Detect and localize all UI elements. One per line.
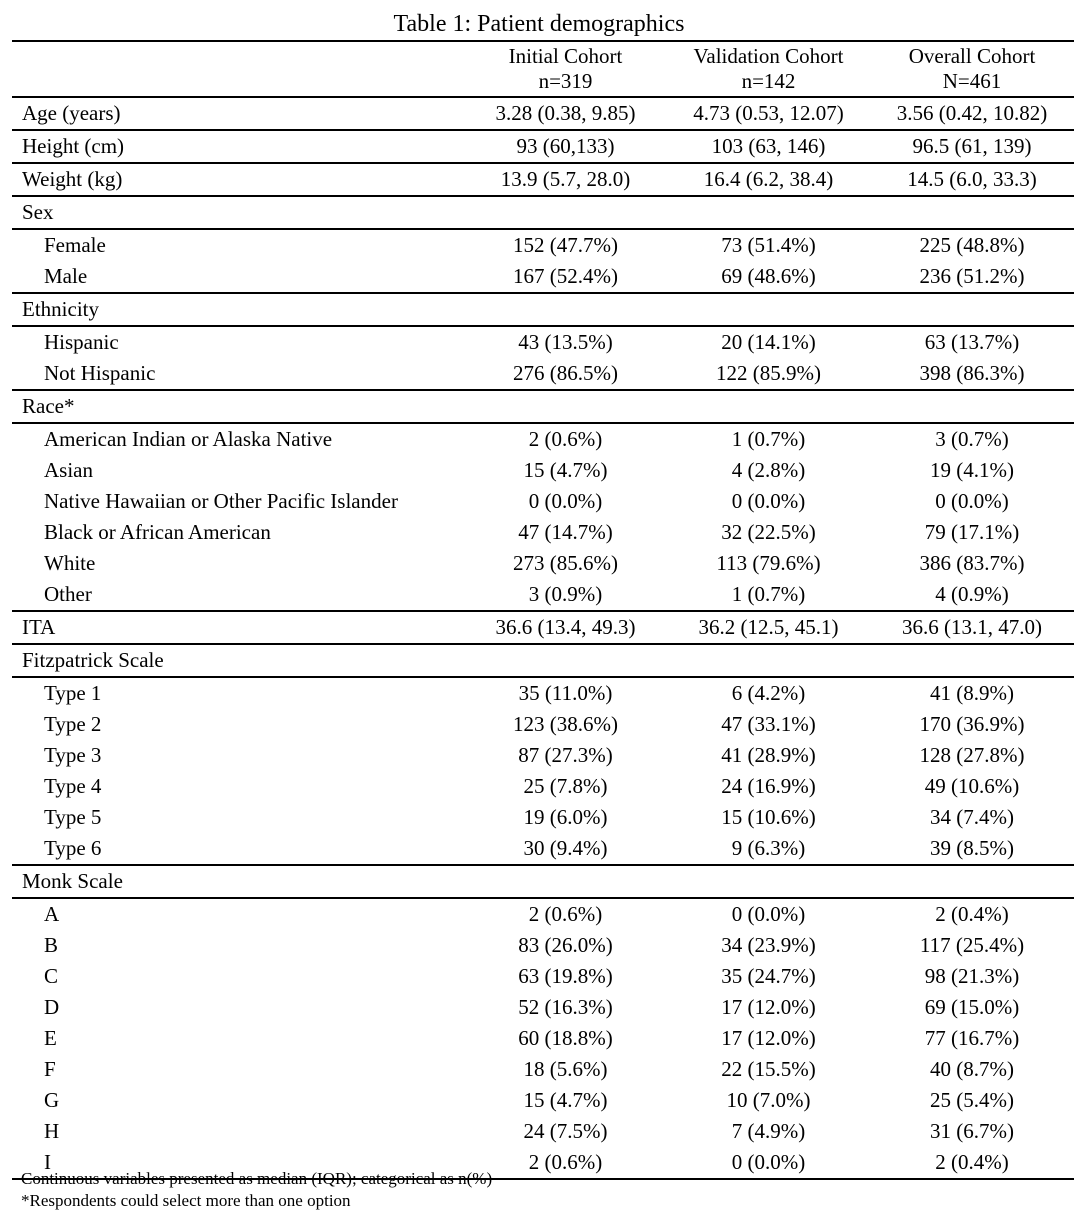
cell-initial: 63 (19.8%): [518, 964, 613, 988]
cell-initial: 43 (13.5%): [518, 330, 613, 354]
cell-validation: 15 (10.6%): [721, 805, 816, 829]
row-label: H: [44, 1119, 60, 1143]
cell-validation: 34 (23.9%): [721, 933, 816, 957]
row-label: Native Hawaiian or Other Pacific Islander: [44, 489, 398, 513]
row-label: ITA: [12, 611, 464, 644]
row-label: Type 2: [44, 712, 102, 736]
row-label: Male: [12, 261, 464, 293]
table-row: [12, 261, 1074, 293]
section-header-sex: [12, 196, 1074, 229]
header-initial-cohort: [464, 41, 667, 97]
cell-validation: 10 (7.0%): [726, 1088, 811, 1112]
column-count: n=142: [741, 69, 796, 93]
cell-validation: 7 (4.9%): [731, 1119, 806, 1143]
table-row: [12, 1116, 1074, 1147]
cell-initial: 2 (0.6%): [528, 902, 603, 926]
cell-initial: 273 (85.6%): [513, 551, 618, 575]
cell-validation: 122 (85.9%): [667, 358, 870, 390]
row-label: Height (cm): [12, 130, 464, 163]
table-row: [12, 486, 1074, 517]
cell-validation: 4.73 (0.53, 12.07): [667, 97, 870, 130]
row-label: Type 3: [44, 743, 102, 767]
section-label: Race*: [12, 390, 1074, 423]
table-row: [12, 771, 1074, 802]
cell-initial: 19 (6.0%): [523, 805, 608, 829]
cell-validation: 16.4 (6.2, 38.4): [667, 163, 870, 196]
table-title: Table 1: Patient demographics: [393, 11, 685, 37]
cell-overall: 77 (16.7%): [924, 1026, 1020, 1050]
cell-validation: 35 (24.7%): [721, 964, 816, 988]
cell-validation: 6 (4.2%): [731, 681, 806, 705]
cell-overall: 4 (0.9%): [870, 579, 1074, 611]
cell-overall: 39 (8.5%): [870, 833, 1074, 865]
table-footnotes: [21, 1168, 492, 1212]
row-label: Other: [12, 579, 464, 611]
row-label: F: [44, 1057, 56, 1081]
cell-validation: 36.2 (12.5, 45.1): [667, 611, 870, 644]
row-label: Weight (kg): [12, 163, 464, 196]
section-label: Sex: [12, 196, 1074, 229]
table-row: [12, 930, 1074, 961]
row-label: B: [44, 933, 59, 957]
cell-initial: 18 (5.6%): [523, 1057, 608, 1081]
cell-overall: 96.5 (61, 139): [870, 130, 1074, 163]
cell-validation: 9 (6.3%): [667, 833, 870, 865]
cell-initial: 35 (11.0%): [518, 681, 613, 705]
cell-initial: 3.28 (0.38, 9.85): [464, 97, 667, 130]
cell-initial: 13.9 (5.7, 28.0): [464, 163, 667, 196]
footnote: *Respondents could select more than one option: [21, 1191, 351, 1210]
row-label: Hispanic: [44, 330, 119, 354]
table-row: [12, 423, 1074, 455]
table-row: [12, 677, 1074, 709]
table-row: [12, 97, 1074, 130]
table-row: [12, 961, 1074, 992]
cell-overall: 398 (86.3%): [870, 358, 1074, 390]
cell-validation: 1 (0.7%): [731, 427, 806, 451]
cell-validation: 41 (28.9%): [721, 743, 816, 767]
cell-validation: 0 (0.0%): [731, 489, 806, 513]
cell-initial: 2 (0.6%): [528, 427, 603, 451]
cell-overall: 2 (0.4%): [935, 902, 1009, 926]
cell-initial: 60 (18.8%): [518, 1026, 613, 1050]
cell-overall: 14.5 (6.0, 33.3): [870, 163, 1074, 196]
section-label: Ethnicity: [12, 293, 1074, 326]
row-label: Black or African American: [44, 520, 271, 544]
cell-overall: 40 (8.7%): [930, 1057, 1014, 1081]
table-row: [12, 163, 1074, 196]
table-row: [12, 548, 1074, 579]
cell-initial: 93 (60,133): [464, 130, 667, 163]
table-row: [12, 1054, 1074, 1085]
table-row: [12, 130, 1074, 163]
cell-overall: 117 (25.4%): [919, 933, 1025, 957]
cell-initial: 24 (7.5%): [523, 1119, 608, 1143]
table-row: [12, 898, 1074, 930]
row-label: D: [44, 995, 60, 1019]
section-header-race: [12, 390, 1074, 423]
table-row: [12, 802, 1074, 833]
cell-overall: 19 (4.1%): [930, 458, 1014, 482]
cell-validation: 32 (22.5%): [721, 520, 816, 544]
cell-overall: 98 (21.3%): [924, 964, 1020, 988]
cell-overall: 170 (36.9%): [919, 712, 1025, 736]
table-row: [12, 358, 1074, 390]
row-label: Type 4: [44, 774, 102, 798]
cell-overall: 3.56 (0.42, 10.82): [870, 97, 1074, 130]
cell-overall: 0 (0.0%): [935, 489, 1009, 513]
header-empty-cell: [12, 41, 464, 97]
cell-initial: 3 (0.9%): [464, 579, 667, 611]
cell-validation: 24 (16.9%): [721, 774, 816, 798]
section-label: Monk Scale: [12, 865, 1074, 898]
table-row: [12, 1023, 1074, 1054]
cell-initial: 52 (16.3%): [518, 995, 613, 1019]
table-row: [12, 611, 1074, 644]
cell-initial: 0 (0.0%): [528, 489, 603, 513]
table-row: [12, 740, 1074, 771]
cell-overall: 31 (6.7%): [930, 1119, 1014, 1143]
cell-overall: 225 (48.8%): [919, 233, 1025, 257]
table-row: [12, 517, 1074, 548]
table-row: [12, 992, 1074, 1023]
cell-overall: 41 (8.9%): [930, 681, 1014, 705]
cell-initial: 87 (27.3%): [518, 743, 613, 767]
cell-validation: 17 (12.0%): [721, 1026, 816, 1050]
table-row: [12, 579, 1074, 611]
row-label: White: [44, 551, 96, 575]
section-header-fitzpatrick: [12, 644, 1074, 677]
row-label: I: [12, 1147, 464, 1179]
cell-overall: 63 (13.7%): [924, 330, 1020, 354]
cell-validation: 47 (33.1%): [721, 712, 816, 736]
cell-overall: 386 (83.7%): [919, 551, 1025, 575]
section-label: Fitzpatrick Scale: [12, 644, 1074, 677]
footnote: Continuous variables presented as median (IQR); categorical as n(%): [21, 1169, 493, 1188]
row-label: G: [44, 1088, 60, 1112]
cell-overall: 25 (5.4%): [930, 1088, 1014, 1112]
row-label: A: [44, 902, 60, 926]
cell-overall: 3 (0.7%): [935, 427, 1009, 451]
cell-overall: 36.6 (13.1, 47.0): [870, 611, 1074, 644]
column-name: Overall Cohort: [908, 44, 1036, 68]
column-count: N=461: [942, 69, 1002, 93]
cell-initial: 15 (4.7%): [523, 458, 608, 482]
cell-initial: 276 (86.5%): [464, 358, 667, 390]
row-label: American Indian or Alaska Native: [44, 427, 333, 451]
row-label: Asian: [44, 458, 93, 482]
column-name: Validation Cohort: [693, 44, 844, 68]
cell-initial: 25 (7.8%): [523, 774, 608, 798]
cell-initial: 15 (4.7%): [523, 1088, 608, 1112]
cell-initial: 36.6 (13.4, 49.3): [464, 611, 667, 644]
cell-initial: 152 (47.7%): [513, 233, 618, 257]
table-row: [12, 709, 1074, 740]
cell-initial: 83 (26.0%): [518, 933, 613, 957]
header-overall-cohort: [870, 41, 1074, 97]
cell-initial: 47 (14.7%): [518, 520, 613, 544]
cell-validation: 113 (79.6%): [716, 551, 821, 575]
table-row: [12, 229, 1074, 261]
cell-overall: 34 (7.4%): [930, 805, 1014, 829]
cell-validation: 17 (12.0%): [721, 995, 816, 1019]
cell-validation: 69 (48.6%): [667, 261, 870, 293]
row-label: Type 1: [44, 681, 102, 705]
table-row: [12, 455, 1074, 486]
cell-validation: 20 (14.1%): [721, 330, 816, 354]
row-label: Female: [44, 233, 106, 257]
cell-initial: 30 (9.4%): [464, 833, 667, 865]
column-name: Initial Cohort: [508, 44, 623, 68]
cell-validation: 0 (0.0%): [731, 902, 806, 926]
cell-initial: 123 (38.6%): [513, 712, 618, 736]
cell-validation: 1 (0.7%): [667, 579, 870, 611]
table-row: [12, 1085, 1074, 1116]
cell-overall: 49 (10.6%): [924, 774, 1020, 798]
row-label: Type 6: [12, 833, 464, 865]
cell-validation: 22 (15.5%): [721, 1057, 816, 1081]
row-label: Type 5: [44, 805, 102, 829]
cell-validation: 0 (0.0%): [667, 1147, 870, 1179]
header-validation-cohort: [667, 41, 870, 97]
cell-validation: 73 (51.4%): [721, 233, 816, 257]
table-row: [12, 833, 1074, 865]
cell-overall: 79 (17.1%): [924, 520, 1020, 544]
column-count: n=319: [538, 69, 593, 93]
demographics-table: [12, 40, 1074, 1180]
section-header-monk: [12, 865, 1074, 898]
row-label: Age (years): [12, 97, 464, 130]
cell-validation: 4 (2.8%): [731, 458, 806, 482]
header-row: [12, 41, 1074, 97]
cell-initial: 167 (52.4%): [464, 261, 667, 293]
row-label: Not Hispanic: [12, 358, 464, 390]
table-row: [12, 326, 1074, 358]
cell-initial: 2 (0.6%): [464, 1147, 667, 1179]
row-label: E: [44, 1026, 57, 1050]
cell-overall: 69 (15.0%): [924, 995, 1020, 1019]
cell-overall: 128 (27.8%): [919, 743, 1025, 767]
cell-validation: 103 (63, 146): [667, 130, 870, 163]
cell-overall: 236 (51.2%): [870, 261, 1074, 293]
cell-overall: 2 (0.4%): [870, 1147, 1074, 1179]
section-header-ethnicity: [12, 293, 1074, 326]
row-label: C: [44, 964, 59, 988]
